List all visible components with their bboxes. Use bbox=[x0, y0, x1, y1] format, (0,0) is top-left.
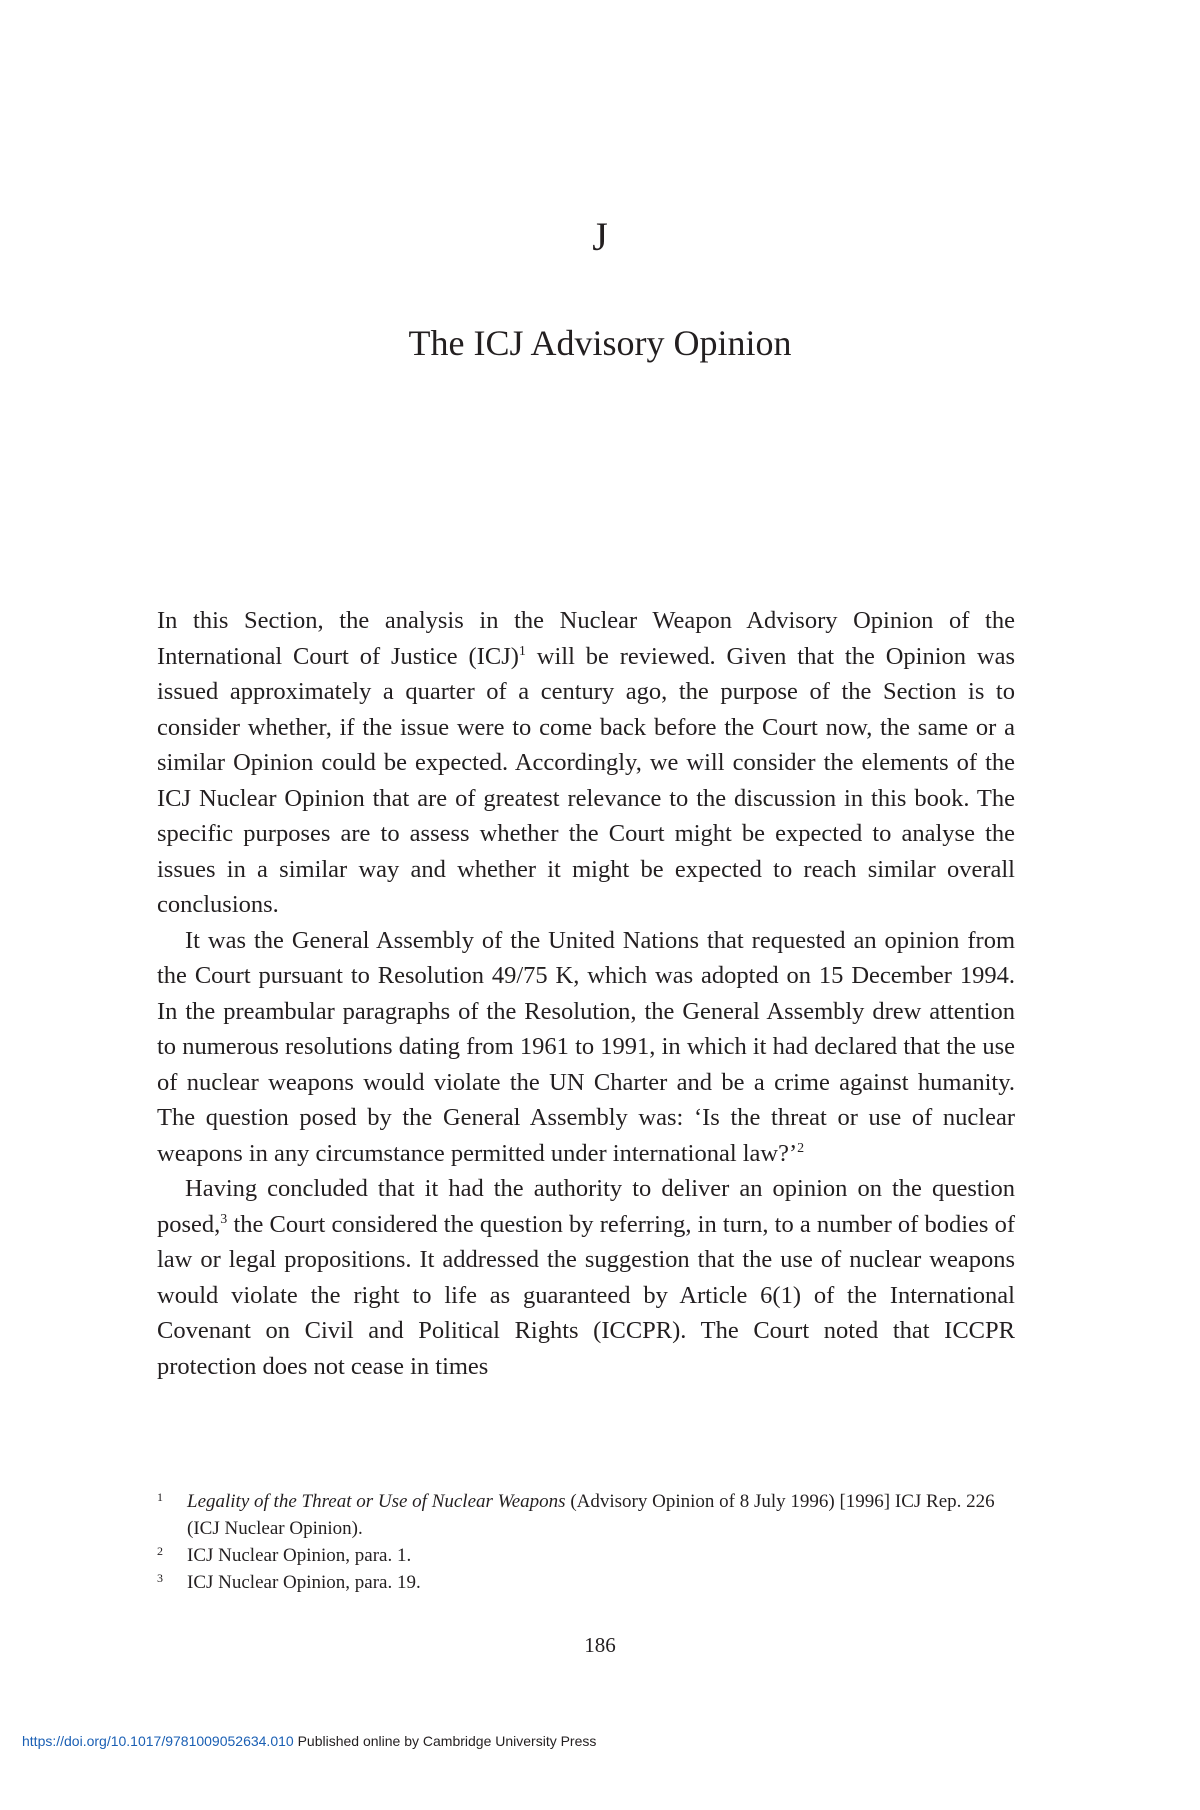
footnote-1-text: (Advisory Opinion of 8 July 1996) [1996] ICJ Rep. 226 (ICJ Nuclear Opinion). bbox=[187, 1491, 995, 1539]
footnotes bbox=[157, 1488, 1015, 1596]
footnote-ref-3: 3 bbox=[220, 1211, 228, 1227]
footnote-3 bbox=[157, 1569, 1015, 1596]
paragraph-3-text-b: the Court considered the question by referring, in turn, to a number of bodies of law or legal propositions. It addressed the suggestion that the use of nuclear weapons would violate the right to life as guaranteed by Article 6(1) of the International Covenant on Civil and Political Rights (ICCPR). The Court noted that ICCPR protection does not cease in times bbox=[157, 1210, 1015, 1380]
paragraph-3 bbox=[157, 1171, 1015, 1384]
footnote-3-mark: 3 bbox=[157, 1571, 163, 1585]
footnote-2-mark: 2 bbox=[157, 1544, 163, 1558]
page-number: 186 bbox=[584, 1633, 616, 1657]
footnote-ref-1: 1 bbox=[518, 643, 526, 659]
footnote-ref-2: 2 bbox=[797, 1140, 805, 1156]
footnote-1 bbox=[157, 1488, 1015, 1542]
footnote-1-case-name: Legality of the Threat or Use of Nuclear Weapons bbox=[187, 1491, 566, 1512]
paragraph-1 bbox=[157, 603, 1015, 923]
footnote-2-text: ICJ Nuclear Opinion, para. 1. bbox=[187, 1545, 412, 1566]
footer bbox=[22, 1731, 596, 1751]
footnote-3-text: ICJ Nuclear Opinion, para. 19. bbox=[187, 1572, 421, 1593]
chapter-title: The ICJ Advisory Opinion bbox=[408, 323, 792, 363]
chapter-number: J bbox=[592, 214, 608, 259]
main-text bbox=[157, 603, 1015, 1384]
paragraph-2 bbox=[157, 923, 1015, 1172]
doi-link[interactable]: https://doi.org/10.1017/9781009052634.010 bbox=[22, 1733, 294, 1749]
paragraph-1-text-b: will be reviewed. Given that the Opinion was issued approximately a quarter of a century ago, the purpose of the Section is to consider whether, if the issue were to come back before the Court now, the same or a similar Opinion could be expected. Accordingly, we will consider the elements of the ICJ Nuclear Opinion that are of greatest relevance to the discussion in this book. The specific purposes are to assess whether the Court might be expected to analyse the issues in a similar way and whether it might be expected to reach similar overall conclusions. bbox=[157, 642, 1015, 918]
publisher-note: Published online by Cambridge University Press bbox=[293, 1733, 597, 1749]
paragraph-2-text: It was the General Assembly of the United Nations that requested an opinion from the Court pursuant to Resolution 49/75 K, which was adopted on 15 December 1994. In the preambular paragraphs of the Resolution, the General Assembly drew attention to numerous resolutions dating from 1961 to 1991, in which it had declared that the use of nuclear weapons would violate the UN Charter and be a crime against humanity. The question posed by the General Assembly was: ‘Is the threat or use of nuclear weapons in any circumstance permitted under international law?’ bbox=[157, 926, 1015, 1167]
paragraph-3-text-a: Having concluded that it had the authority to deliver an opinion on the question posed, bbox=[157, 1175, 1015, 1238]
footnote-2 bbox=[157, 1542, 1015, 1569]
footnote-1-mark: 1 bbox=[157, 1490, 163, 1504]
paragraph-1-text-a: In this Section, the analysis in the Nuclear Weapon Advisory Opinion of the International Court of Justice (ICJ) bbox=[157, 607, 1015, 670]
